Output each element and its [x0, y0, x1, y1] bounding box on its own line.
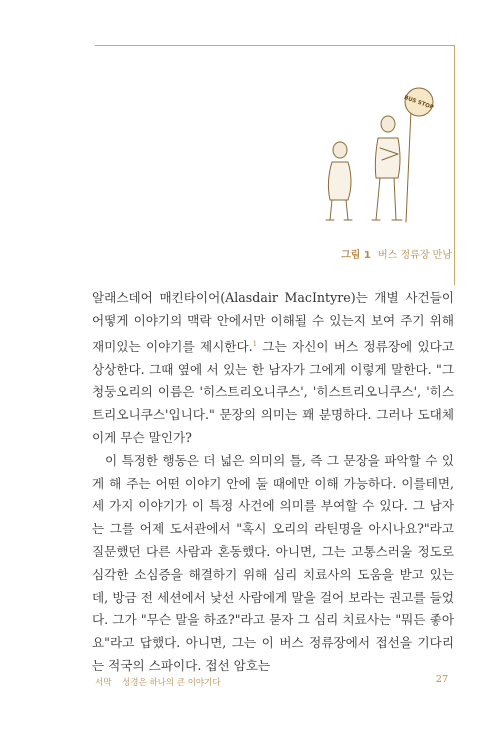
paragraph-1 [92, 287, 454, 450]
short-man-head [333, 142, 347, 158]
tall-man-head [381, 116, 395, 132]
body-text [92, 287, 454, 678]
frame-top-rule [95, 45, 455, 46]
figure-title: 버스 정류장 만남 [378, 250, 452, 261]
figure-label: 그림 1 [341, 250, 371, 261]
paragraph-1-text: 알래스데어 매킨타이어(Alasdair MacIntyre)는 개별 사건들이 어떻게 이야기의 맥락 안에서만 이해될 수 있는지 보여 주기 위해 재미있는 이야기를 제시한다. [92, 290, 454, 354]
bus-stop-illustration [318, 82, 438, 232]
page-number: 27 [435, 674, 448, 685]
paragraph-2: 이 특정한 행동은 더 넓은 의미의 틀, 즉 그 문장을 파악할 수 있게 해 주는 어떤 이야기 안에 둘 때에만 이해 가능하다. 이를테면, 세 가지 이야기가 이 특정 사건에 의미를 부여할 수 있다. 그 남자는 그를 어제 도서관에서 "혹시 오리의 라틴명을 아시나요?"라고 질문했던 다른 사람과 혼동했다. 아니면, 그는 고통스러울 정도로 심각한 소심증을 해결하기 위해 심리 치료사의 도움을 받고 있는데, 방금 전 세션에서 낯선 사람에게 말을 걸어 보라는 권고를 들었다. 그가 "무슨 말을 하죠?"라고 묻자 그 심리 치료사는 "뭐든 좋아요"라고 답했다. 아니면, 그는 이 버스 정류장에서 접선을 기다리는 적국의 스파이다. 접선 암호는 [92, 452, 454, 673]
running-footer [95, 676, 221, 688]
footnote-ref[interactable]: 1 [252, 339, 258, 348]
bus-stop-pole [406, 110, 411, 222]
figure-caption [341, 246, 452, 261]
short-man-body [328, 162, 351, 200]
bus-stop-sign-text: BUS STOP [403, 94, 435, 112]
footer-book-title: 성경은 하나의 큰 이야기다 [122, 678, 221, 688]
frame-right-rule [454, 45, 455, 285]
paragraph-1-rest: 그는 자신이 버스 정류장에 있다고 상상한다. 그때 옆에 서 있는 한 남자가 그에게 이렇게 말한다. "그 청둥오리의 이름은 '히스트리오니쿠스', '히스트리오니쿠스', '히스트리오니쿠스'입니다." 문장의 의미는 꽤 분명하다. 그러나 도대체 이게 무슨 말인가? [92, 338, 454, 445]
footer-section: 서막 [95, 678, 112, 688]
